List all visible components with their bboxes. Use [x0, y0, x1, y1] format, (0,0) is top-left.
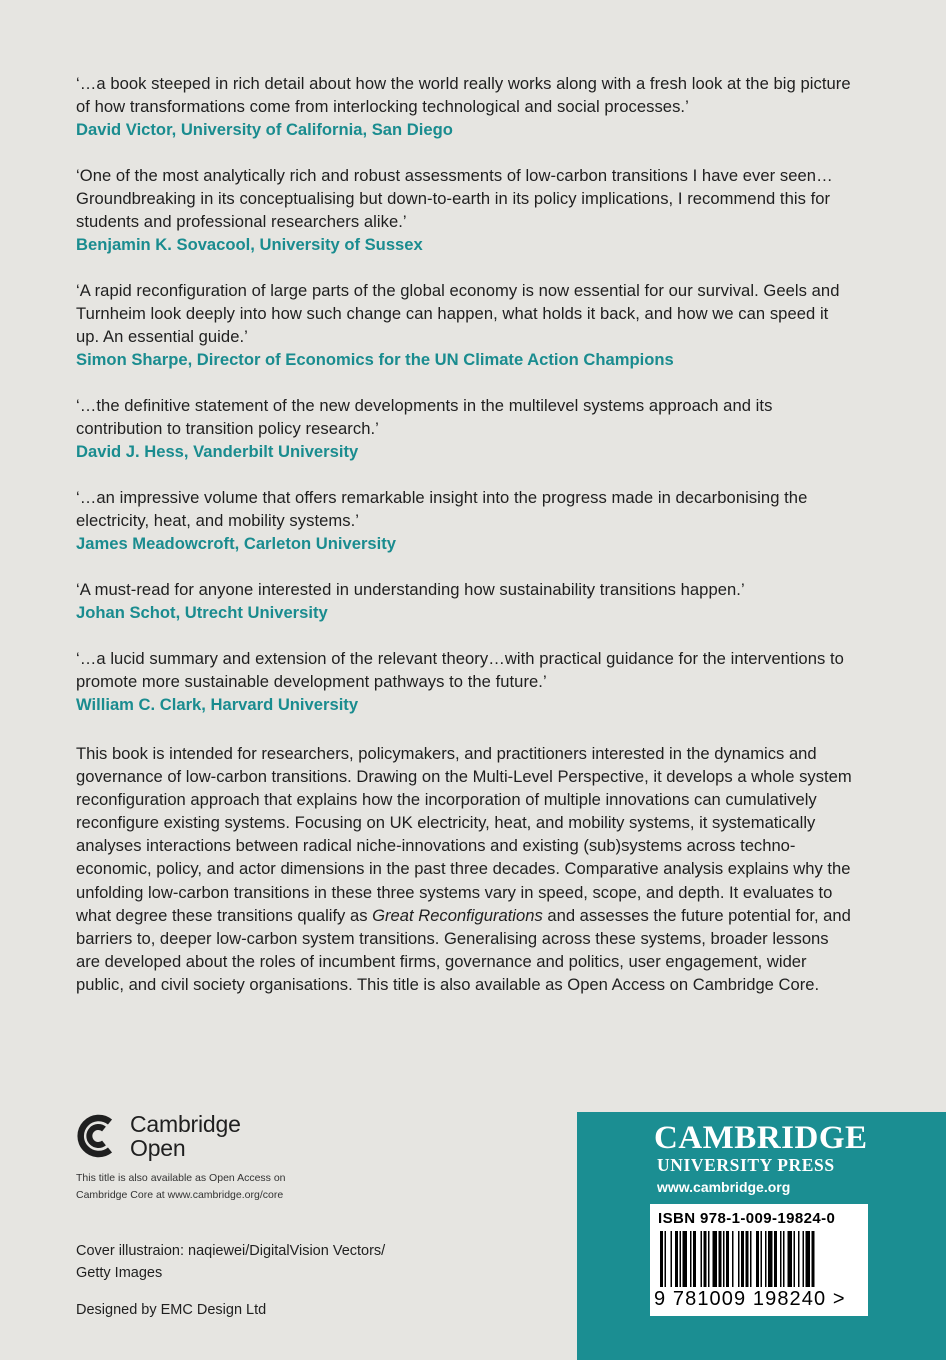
open-access-note-line-2: Cambridge Core at www.cambridge.org/core: [76, 1189, 284, 1201]
quote-author: David J. Hess, Vanderbilt University: [76, 442, 359, 461]
quote-text: ‘…a lucid summary and extension of the relevant theory…with practical guidance for the interventions to promote more sustainable development pathways to the future.’: [76, 649, 844, 691]
quote-author: William C. Clark, Harvard University: [76, 695, 359, 714]
isbn-label: ISBN 978-1-009-19824-0: [658, 1210, 836, 1227]
publisher-name: CAMBRIDGE: [654, 1120, 868, 1156]
quote-text: ‘One of the most analytically rich and robust assessments of low-carbon transitions I have ever seen…Groundbreaking in its conceptualising but down-to-earth in its policy implications, I recommend this for students and professional researchers alike.’: [76, 166, 833, 231]
quote-author: James Meadowcroft, Carleton University: [76, 534, 396, 553]
endorsements: [76, 72, 856, 739]
quote-6: [76, 578, 856, 624]
logo-line-2: Open: [130, 1135, 186, 1161]
quote-author: David Victor, University of California, San Diego: [76, 120, 453, 139]
description-text: This book is intended for researchers, policymakers, and practitioners interested in the dynamics and governance of low-carbon transitions. Drawing on the Multi-Level Perspective, it develops a whole system reconfiguration approach that explains how the incorporation of multiple innovations can cumulatively reconfigure existing systems. Focusing on UK electricity, heat, and mobility systems, it systematically analyses interactions between radical niche-innovations and existing (sub)systems across techno-economic, policy, and actor dimensions in the past three decades. Comparative analysis explains why the unfolding low-carbon transitions in these three systems vary in speed, scope, and depth. It evaluates to what degree these transitions qualify as: [76, 744, 852, 925]
cover-credit-line-2: Getty Images: [76, 1265, 163, 1281]
quote-4: [76, 394, 856, 463]
cambridge-open-wordmark: [130, 1112, 241, 1160]
quote-1: [76, 72, 856, 141]
quote-author: Simon Sharpe, Director of Economics for the UN Climate Action Champions: [76, 350, 674, 369]
quote-author: Johan Schot, Utrecht University: [76, 603, 328, 622]
quote-3: [76, 279, 856, 371]
barcode-digits: 9 781009 198240 >: [654, 1288, 846, 1310]
cambridge-open-icon: [76, 1114, 120, 1158]
publisher-subname: UNIVERSITY PRESS: [657, 1155, 835, 1175]
cover-credit-line-1: Cover illustraion: naqiewei/DigitalVision Vectors/: [76, 1243, 386, 1259]
quote-text: ‘…the definitive statement of the new developments in the multilevel systems approach and its contribution to transition policy research.’: [76, 396, 773, 438]
cambridge-open-logo: [76, 1112, 241, 1160]
quote-text: ‘…an impressive volume that offers remarkable insight into the progress made in decarbonising the electricity, heat, and mobility systems.’: [76, 488, 808, 530]
barcode-box: [650, 1204, 868, 1316]
designer-credit: Designed by EMC Design Ltd: [76, 1302, 267, 1318]
description-text-end: and assesses the future potential for, and barriers to, deeper low-carbon system transitions. Generalising across these systems, broader lessons are developed about the roles of incumbent firms, governance and politics, user engagement, wider public, and civil society organisations. This title is also available as Open Access on Cambridge Core.: [76, 905, 851, 994]
logo-line-1: Cambridge: [130, 1111, 241, 1137]
publisher-url: www.cambridge.org: [657, 1179, 791, 1195]
quote-7: [76, 647, 856, 716]
quote-text: ‘…a book steeped in rich detail about how the world really works along with a fresh look at the big picture of how transformations come from interlocking technological and social processes.’: [76, 74, 851, 116]
barcode-icon: [660, 1231, 858, 1287]
cover-credit: [76, 1240, 476, 1284]
quote-text: ‘A must-read for anyone interested in understanding how sustainability transitions happen.’: [76, 580, 745, 599]
book-description: [76, 742, 856, 996]
description-title-italic: Great Reconfigurations: [372, 905, 543, 925]
quote-author: Benjamin K. Sovacool, University of Sussex: [76, 235, 423, 254]
open-access-note: [76, 1170, 376, 1204]
quote-text: ‘A rapid reconfiguration of large parts of the global economy is now essential for our survival. Geels and Turnheim look deeply into how such change can happen, what holds it back, and how we can speed it up. An essential guide.’: [76, 281, 840, 346]
open-access-note-line-1: This title is also available as Open Access on: [76, 1172, 286, 1184]
quote-5: [76, 486, 856, 555]
quote-2: [76, 164, 856, 256]
